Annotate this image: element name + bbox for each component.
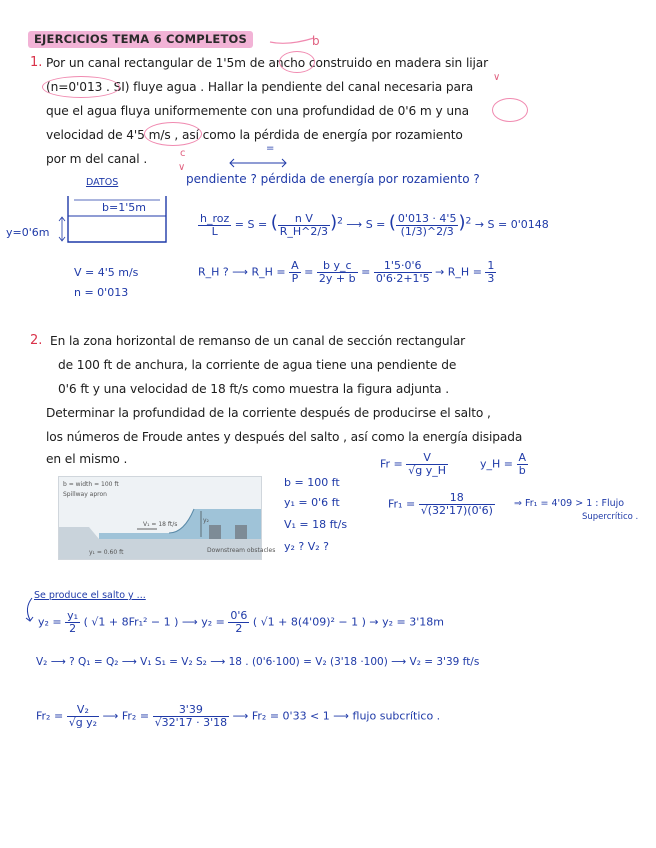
y2-equation: y₂ = $\frac{\text{y₁}}{2}$ ( √1 + 8Fr₁² − 1 ) ⟶ y₂ = $\frac{0'6}{2}$ ( √1 + 8(4'09)² − 1 ) → y₂ = 3'18m bbox=[38, 609, 444, 635]
eq-slope: $\frac{\text{h\_roz}}{L}$ = S = ( $\frac{\text{n V}}{R\_H\^{}2/3}$ )$^2$ ⟶ S = ( $\frac{0'013 \cdot 4'5}{(1/3)\^{}2/3}$ )$^2$ → S = 0'0148 bbox=[200, 211, 549, 238]
ex2-line-6: en el mismo . bbox=[46, 452, 128, 466]
hydraulic-jump-figure: b = width = 100 ft Spillway apron V₁ = 18 ft/s y₁ = 0.60 ft y₂ Downstream obstacles bbox=[58, 476, 262, 560]
y-label: y=0'6m bbox=[6, 226, 50, 239]
salto-label: Se produce el salto y ... bbox=[34, 590, 146, 601]
fr1-result-2: Supercrítico . bbox=[582, 512, 639, 522]
mark-v2: ∨ bbox=[178, 162, 186, 173]
data-v1: V₁ = 18 ft/s bbox=[284, 518, 348, 531]
data-b: b = 100 ft bbox=[284, 476, 340, 489]
datos-label: DATOS bbox=[86, 177, 119, 188]
fr1-result: ⇒ Fr₁ = 4'09 > 1 : Flujo bbox=[514, 498, 625, 509]
curved-arrow-icon bbox=[22, 596, 38, 626]
mark-c: c bbox=[180, 148, 186, 159]
ex1-line-5: por m del canal . bbox=[46, 152, 148, 166]
arrow-double-icon bbox=[228, 157, 288, 169]
v2-equation: V₂ ⟶ ? Q₁ = Q₂ ⟶ V₁ S₁ = V₂ S₂ ⟶ 18 . (0'6·100) = V₂ (3'18 ·100) ⟶ V₂ = 3'39 ft/s bbox=[36, 656, 480, 668]
highlight-depth bbox=[492, 98, 528, 122]
ex1-line-1: Por un canal rectangular de 1'5m de ancho construido en madera sin lijar bbox=[46, 56, 489, 70]
ex1-line-2: (n=0'013 . SI) fluye agua . Hallar la pendiente del canal necesaria para bbox=[46, 80, 474, 94]
annotation-b: b bbox=[312, 34, 320, 48]
mark-eq: = bbox=[266, 143, 275, 154]
channel-sketch bbox=[58, 190, 173, 250]
froude-definition: Fr = $\frac{V}{\text{√g y\_H}}$ bbox=[380, 451, 447, 477]
highlight-width bbox=[279, 51, 315, 73]
n-label: n = 0'013 bbox=[74, 286, 129, 299]
ex2-line-5: los números de Froude antes y después del salto , así como la energía disipada bbox=[46, 430, 523, 444]
ex1-question: pendiente ? pérdida de energía por rozamiento ? bbox=[186, 172, 480, 186]
data-y1: y₁ = 0'6 ft bbox=[284, 496, 340, 509]
b-label: b=1'5m bbox=[102, 201, 146, 214]
page-title: EJERCICIOS TEMA 6 COMPLETOS bbox=[28, 31, 253, 48]
mark-v: ∨ bbox=[493, 72, 501, 83]
data-unknowns: y₂ ? V₂ ? bbox=[284, 540, 330, 553]
ex2-line-4: Determinar la profundidad de la corriente después de producirse el salto , bbox=[46, 406, 491, 420]
ex2-number: 2. bbox=[30, 333, 43, 348]
yh-definition: y_H = $\frac{A}{b}$ bbox=[480, 451, 527, 477]
ex2-line-3: 0'6 ft y una velocidad de 18 ft/s como muestra la figura adjunta . bbox=[58, 382, 450, 396]
ex1-line-3: que el agua fluya uniformemente con una profundidad de 0'6 m y una bbox=[46, 104, 469, 118]
highlight-manning-n bbox=[42, 76, 120, 98]
ex2-line-1: En la zona horizontal de remanso de un canal de sección rectangular bbox=[50, 334, 466, 348]
highlight-velocity bbox=[144, 122, 202, 146]
eq-hydraulic-radius: R_H ? ⟶ R_H = $\frac{A}{P}$ = $\frac{\text{b y\_c}}{2y + b}$ = $\frac{1'5\cdot 0'6}{0'6\cdot 2+1'5}$ → R_H = $\frac{1}{3}$ bbox=[198, 259, 495, 285]
v-label: V = 4'5 m/s bbox=[74, 266, 139, 279]
fr1-equation: Fr₁ = $\frac{18}{√(32'17)(0'6)}$ bbox=[388, 491, 493, 517]
ex1-number: 1. bbox=[30, 55, 43, 70]
fr2-equation: Fr₂ = $\frac{\text{V₂}}{\text{√g y₂}}$ ⟶ Fr₂ = $\frac{3'39}{√32'17 \cdot 3'18}$ ⟶ Fr₂ = 0'33 < 1 ⟶ flujo subcrítico . bbox=[36, 703, 441, 729]
ex1-line-4: velocidad de 4'5 m/s , así como la pérdida de energía por rozamiento bbox=[46, 128, 463, 142]
ex2-line-2: de 100 ft de anchura, la corriente de agua tiene una pendiente de bbox=[58, 358, 457, 372]
